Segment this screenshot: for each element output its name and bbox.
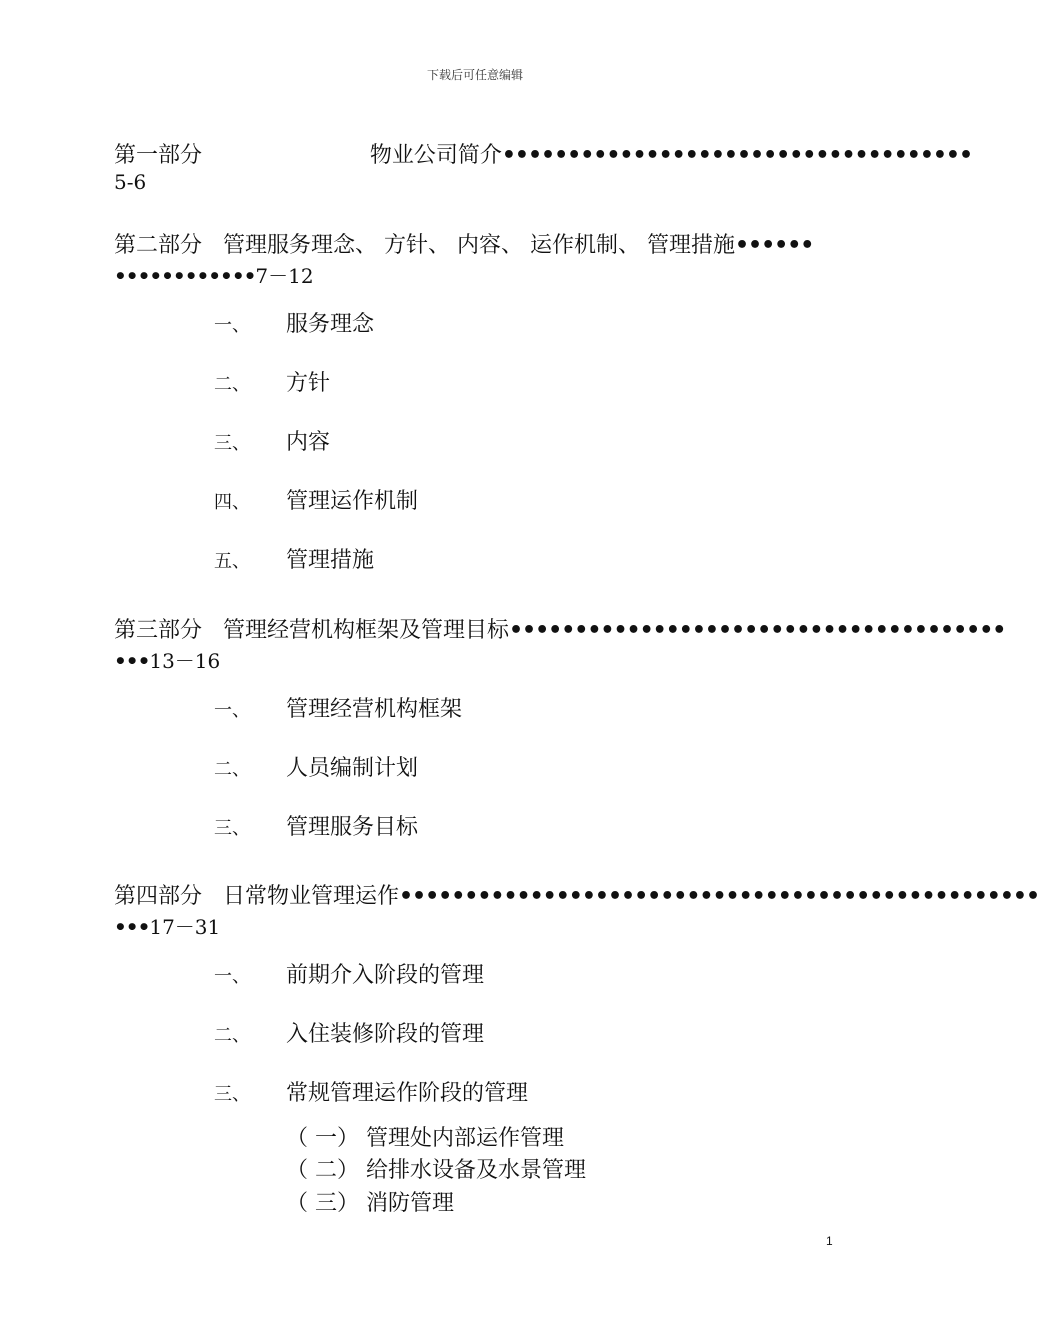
section-title: 第三部分 管理经营机构框架及管理目标 bbox=[114, 618, 509, 643]
item-number: 三、 bbox=[214, 433, 250, 454]
toc-section-3[interactable] bbox=[114, 613, 1006, 674]
toc-item[interactable] bbox=[214, 543, 374, 574]
toc-item[interactable] bbox=[214, 425, 330, 456]
item-text: 方针 bbox=[286, 371, 331, 396]
item-text: 管理措施 bbox=[286, 548, 375, 573]
leader-dots: ••••••••••••••••••••••••••••••••••••••••••••••••• bbox=[398, 884, 1039, 909]
item-number: 一、 bbox=[214, 315, 250, 336]
item-number: 一、 bbox=[214, 966, 250, 987]
leader-dots-cont: ••• bbox=[114, 915, 150, 939]
item-text: 管理运作机制 bbox=[286, 489, 419, 514]
leader-dots: •••••• bbox=[734, 233, 814, 258]
item-number: 五、 bbox=[214, 551, 250, 572]
item-text: 人员编制计划 bbox=[286, 756, 419, 781]
page-range: 17－31 bbox=[149, 915, 221, 939]
item-text: 前期介入阶段的管理 bbox=[286, 963, 485, 988]
page-header: 下载后可任意编辑 bbox=[426, 68, 523, 82]
toc-subitem[interactable]: （ 一） 管理处内部运作管理 bbox=[286, 1126, 564, 1151]
page-range: 7－12 bbox=[255, 264, 314, 288]
toc-item[interactable] bbox=[214, 484, 418, 515]
page-range: 5-6 bbox=[114, 170, 147, 194]
item-text: 管理经营机构框架 bbox=[286, 697, 463, 722]
toc-item[interactable] bbox=[214, 307, 374, 338]
leader-dots: •••••••••••••••••••••••••••••••••••••• bbox=[508, 618, 1006, 643]
toc-section-4[interactable] bbox=[114, 879, 1039, 940]
section-title: 第四部分 日常物业管理运作 bbox=[114, 884, 399, 909]
page-range: 13－16 bbox=[149, 649, 221, 673]
section-title: 第一部分 物业公司简介 bbox=[114, 143, 502, 168]
item-text: 服务理念 bbox=[286, 312, 375, 337]
page-number: 1 bbox=[826, 1234, 833, 1248]
toc-section-1[interactable] bbox=[114, 138, 973, 194]
leader-dots-cont: ••• bbox=[114, 649, 150, 673]
toc-subitem[interactable]: （ 二） 给排水设备及水景管理 bbox=[286, 1158, 586, 1183]
toc-item[interactable] bbox=[214, 751, 418, 782]
toc-item[interactable] bbox=[214, 366, 330, 397]
item-number: 二、 bbox=[214, 759, 250, 780]
leader-dots: •••••••••••••••••••••••••••••••••••• bbox=[501, 143, 973, 168]
item-number: 二、 bbox=[214, 374, 250, 395]
item-text: 管理服务目标 bbox=[286, 815, 419, 840]
item-number: 三、 bbox=[214, 1084, 250, 1105]
item-text: 内容 bbox=[286, 430, 331, 455]
item-number: 二、 bbox=[214, 1025, 250, 1046]
toc-item[interactable] bbox=[214, 692, 462, 723]
item-number: 三、 bbox=[214, 818, 250, 839]
item-number: 一、 bbox=[214, 700, 250, 721]
item-number: 四、 bbox=[214, 492, 250, 513]
toc-section-2[interactable] bbox=[114, 228, 836, 289]
leader-dots-cont: •••••••••••• bbox=[114, 264, 256, 288]
toc-item[interactable] bbox=[214, 1017, 484, 1048]
toc-item[interactable] bbox=[214, 958, 484, 989]
toc-item[interactable] bbox=[214, 810, 418, 841]
item-text: 入住装修阶段的管理 bbox=[286, 1022, 485, 1047]
item-text: 常规管理运作阶段的管理 bbox=[286, 1081, 529, 1106]
toc-item[interactable] bbox=[214, 1076, 528, 1107]
toc-subitem[interactable]: （ 三） 消防管理 bbox=[286, 1191, 454, 1216]
section-title: 第二部分 管理服务理念、 方针、 内容、 运作机制、 管理措施 bbox=[114, 233, 735, 258]
